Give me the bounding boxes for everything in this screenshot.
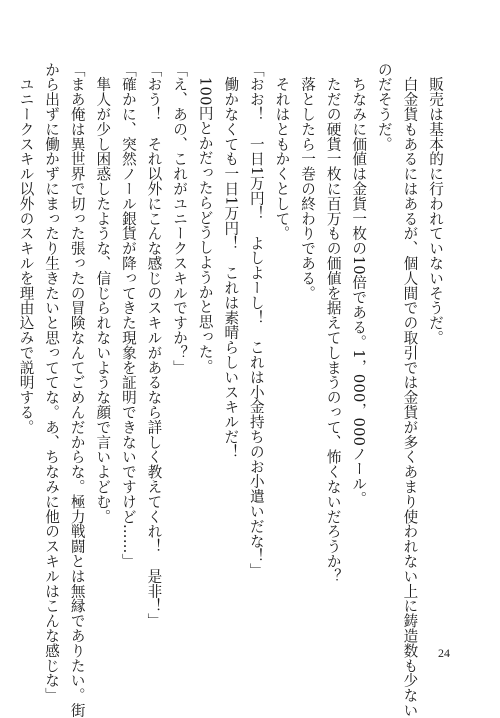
text-line: 100円とかだったらどうしようかと思った。 — [196, 62, 214, 374]
text-line: 「おお！ 一日1万円！ よしよーし！ これは小金持ちのお小遣いだな！」 — [247, 62, 265, 579]
text-line: 隼人が少し困惑したような、信じられないような顔で言いよどむ。 — [94, 62, 112, 524]
text-line: 落としたら一巻の終わりである。 — [299, 62, 317, 301]
page-number: 24 — [438, 646, 450, 660]
text-line: のだそうだ。 — [375, 62, 393, 152]
text-line: それはともかくとして。 — [273, 62, 291, 241]
text-line: 「まあ俺は異世界で切った張ったの冒険なんてごめんだからな。極力戦闘とは無縁でありたい。街 — [68, 62, 86, 718]
text-line: から出ずに働かずにまったり生きたいと思っててな。あ、ちなみに他のスキルはこんな感じな」 — [43, 62, 61, 703]
text-line: 「え、あの、これがユニークスキルですか？」 — [171, 62, 189, 375]
text-line: ちなみに価値は金貨一枚の10倍である。1，000，000ノール。 — [350, 62, 368, 506]
text-line: 販売は基本的に行われていないそうだ。 — [427, 62, 444, 346]
text-line: ただの硬貨一枚に百万もの価値を据えてしまうのって、怖くないだろうか？ — [324, 62, 342, 584]
text-line: ユニークスキル以外のスキルを理由込みで説明する。 — [17, 62, 35, 435]
text-line: 「おう！ それ以外にこんな感じのスキルがあるなら詳しく教えてくれ！ 是非！」 — [145, 62, 163, 629]
text-line: 「確かに、突然ノール銀貨が降ってきた現象を証明できないですけど……」 — [119, 62, 137, 569]
text-line: 働かなくても一日1万円！ これは素晴らしいスキルだ！ — [222, 62, 240, 459]
text-line: 白金貨もあるにはあるが、個人間での取引では金貨が多くあまり使われない上に鋳造数も少ない — [401, 62, 419, 718]
